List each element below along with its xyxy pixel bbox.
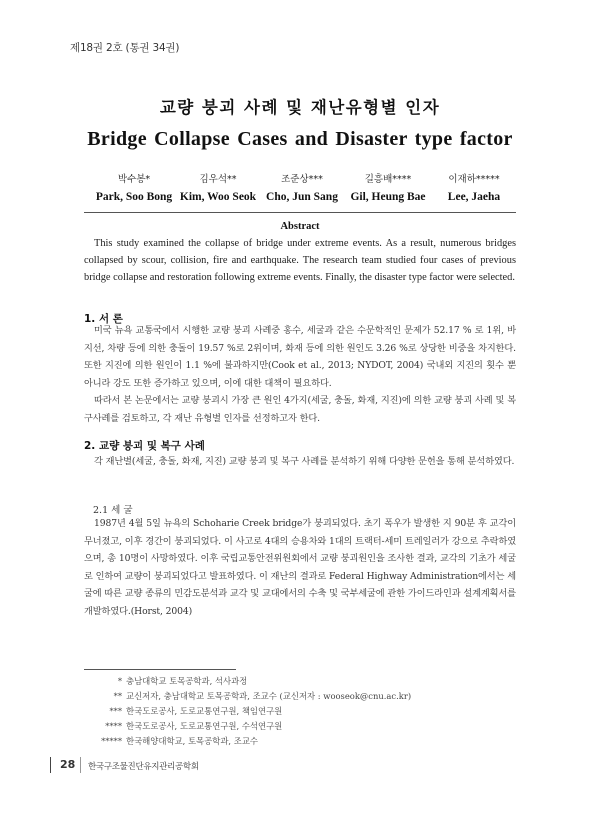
subsection-heading: 2.1 세 굴 <box>93 505 133 516</box>
section-1-paragraph-1: 미국 뉴욕 교통국에서 시행한 교량 붕괴 사례중 홍수, 세굴과 같은 수문학적인 문제가 52.17 % 로 1위, 바지선, 차량 등에 의한 충돌이 19.57 %로 2위이며, 화재 등에 의한 원인도 3.26 %로 상당한 비중을 차지한다. 또한 지진에 의한 원인이 1.1 %에 불과하지만(Cook et al., 2013; NYDOT, 2004) 국내외 지진의 횟수 뿐 아니라 강도 또한 증가하고 있으며, 이에 대한 대책이 필요하다. <box>84 325 516 389</box>
footnote-text: 충남대학교 토목공학과, 석사과정 <box>126 676 248 686</box>
author-4 <box>338 172 438 203</box>
footnote-text: 교신저자, 충남대학교 토목공학과, 조교수 (교신저자 : wooseok@cnu.ac.kr) <box>126 691 412 701</box>
footnote-text: 한국해양대학교, 토목공학과, 조교수 <box>126 736 259 746</box>
author-name-english: Park, Soo Bong <box>95 191 173 203</box>
author-name-english: Gil, Heung Bae <box>350 191 426 203</box>
author-name-korean: 김우석** <box>199 174 237 185</box>
author-name-korean: 길흥배**** <box>364 174 412 185</box>
author-name-english: Kim, Woo Seok <box>179 191 257 203</box>
divider <box>84 212 516 213</box>
footnotes <box>84 674 516 749</box>
author-name-korean: 조준상*** <box>281 174 323 185</box>
footnote-divider <box>84 669 236 670</box>
author-name-korean: 이재하***** <box>448 174 500 185</box>
section-1-paragraph-2: 따라서 본 논문에서는 교량 붕괴시 가장 큰 원인 4가지(세굴, 충돌, 화재, 지진)에 의한 교량 붕괴 사례 및 복구사례를 검토하고, 각 재난 유형별 인자를 선정하고자 한다. <box>84 395 516 424</box>
abstract-heading: Abstract <box>280 221 320 232</box>
footer-rule <box>50 757 51 773</box>
issue-label: 제18권 2호 (통권 34권) <box>70 42 180 54</box>
footnote <box>84 674 516 689</box>
author-name-english: Cho, Jun Sang <box>266 191 338 203</box>
section-2-heading: 2. 교량 붕괴 및 복구 사례 <box>84 440 205 452</box>
subsection-paragraph: 1987년 4월 5일 뉴욕의 Schoharie Creek bridge가 붕괴되었다. 초기 폭우가 발생한 지 90분 후 교각이 무너졌고, 이후 경간이 붕괴되었다. 이 사고로 4대의 승용차와 1대의 트랙터-세미 트레일러가 강으로 추락하였으며, 총 10명이 사망하였다. 이후 국립교통안전위원회에서 교량 붕괴원인을 조사한 결과, 교각의 기초가 세굴로 인하여 교량이 붕괴되었다고 발표하였다. 이 재난의 결과로 Federal Highway Administration에서는 세굴에 따른 교량 종류의 민감도분석과 교각 및 교대에서의 수축 및 국부세굴에 관한 가이드라인과 설계계획서를 개발하였다.(Horst, 2004) <box>84 518 516 617</box>
footnote-text: 한국도로공사, 도로교통연구원, 수석연구원 <box>126 721 283 731</box>
footnote-mark: * <box>117 676 122 686</box>
author-name-english: Lee, Jaeha <box>447 191 501 203</box>
footnote <box>84 719 516 734</box>
footnote-mark: *** <box>109 706 122 716</box>
author-3 <box>252 172 352 203</box>
journal-name: 한국구조물진단유지관리공학회 <box>88 762 199 772</box>
footnote-text: 한국도로공사, 도로교통연구원, 책임연구원 <box>126 706 283 716</box>
footnote-mark: ***** <box>101 736 122 746</box>
footer-separator <box>80 757 81 773</box>
footnote-mark: ** <box>113 691 122 701</box>
title-english: Bridge Collapse Cases and Disaster type factor <box>87 128 513 150</box>
footnote <box>84 734 516 749</box>
abstract-text: This study examined the collapse of bridge under extreme events. As a result, numerous bridges collapsed by scour, collision, fire and earthquake. The research team studied four cases of previous bridge collapse and restoration following extreme events. Finally, the disaster type factor were selected. <box>84 238 516 283</box>
footnote <box>84 704 516 719</box>
footnote-mark: **** <box>105 721 122 731</box>
section-1-heading: 1. 서 론 <box>84 313 123 325</box>
footnote <box>84 689 516 704</box>
author-name-korean: 박수봉* <box>117 174 151 185</box>
title-korean: 교량 붕괴 사례 및 재난유형별 인자 <box>159 98 441 117</box>
page-number: 28 <box>60 758 76 771</box>
author-5 <box>424 172 524 203</box>
section-2-paragraph: 각 재난별(세굴, 충돌, 화재, 지진) 교량 붕괴 및 복구 사례를 분석하기 위해 다양한 문헌을 통해 분석하였다. <box>94 456 515 467</box>
